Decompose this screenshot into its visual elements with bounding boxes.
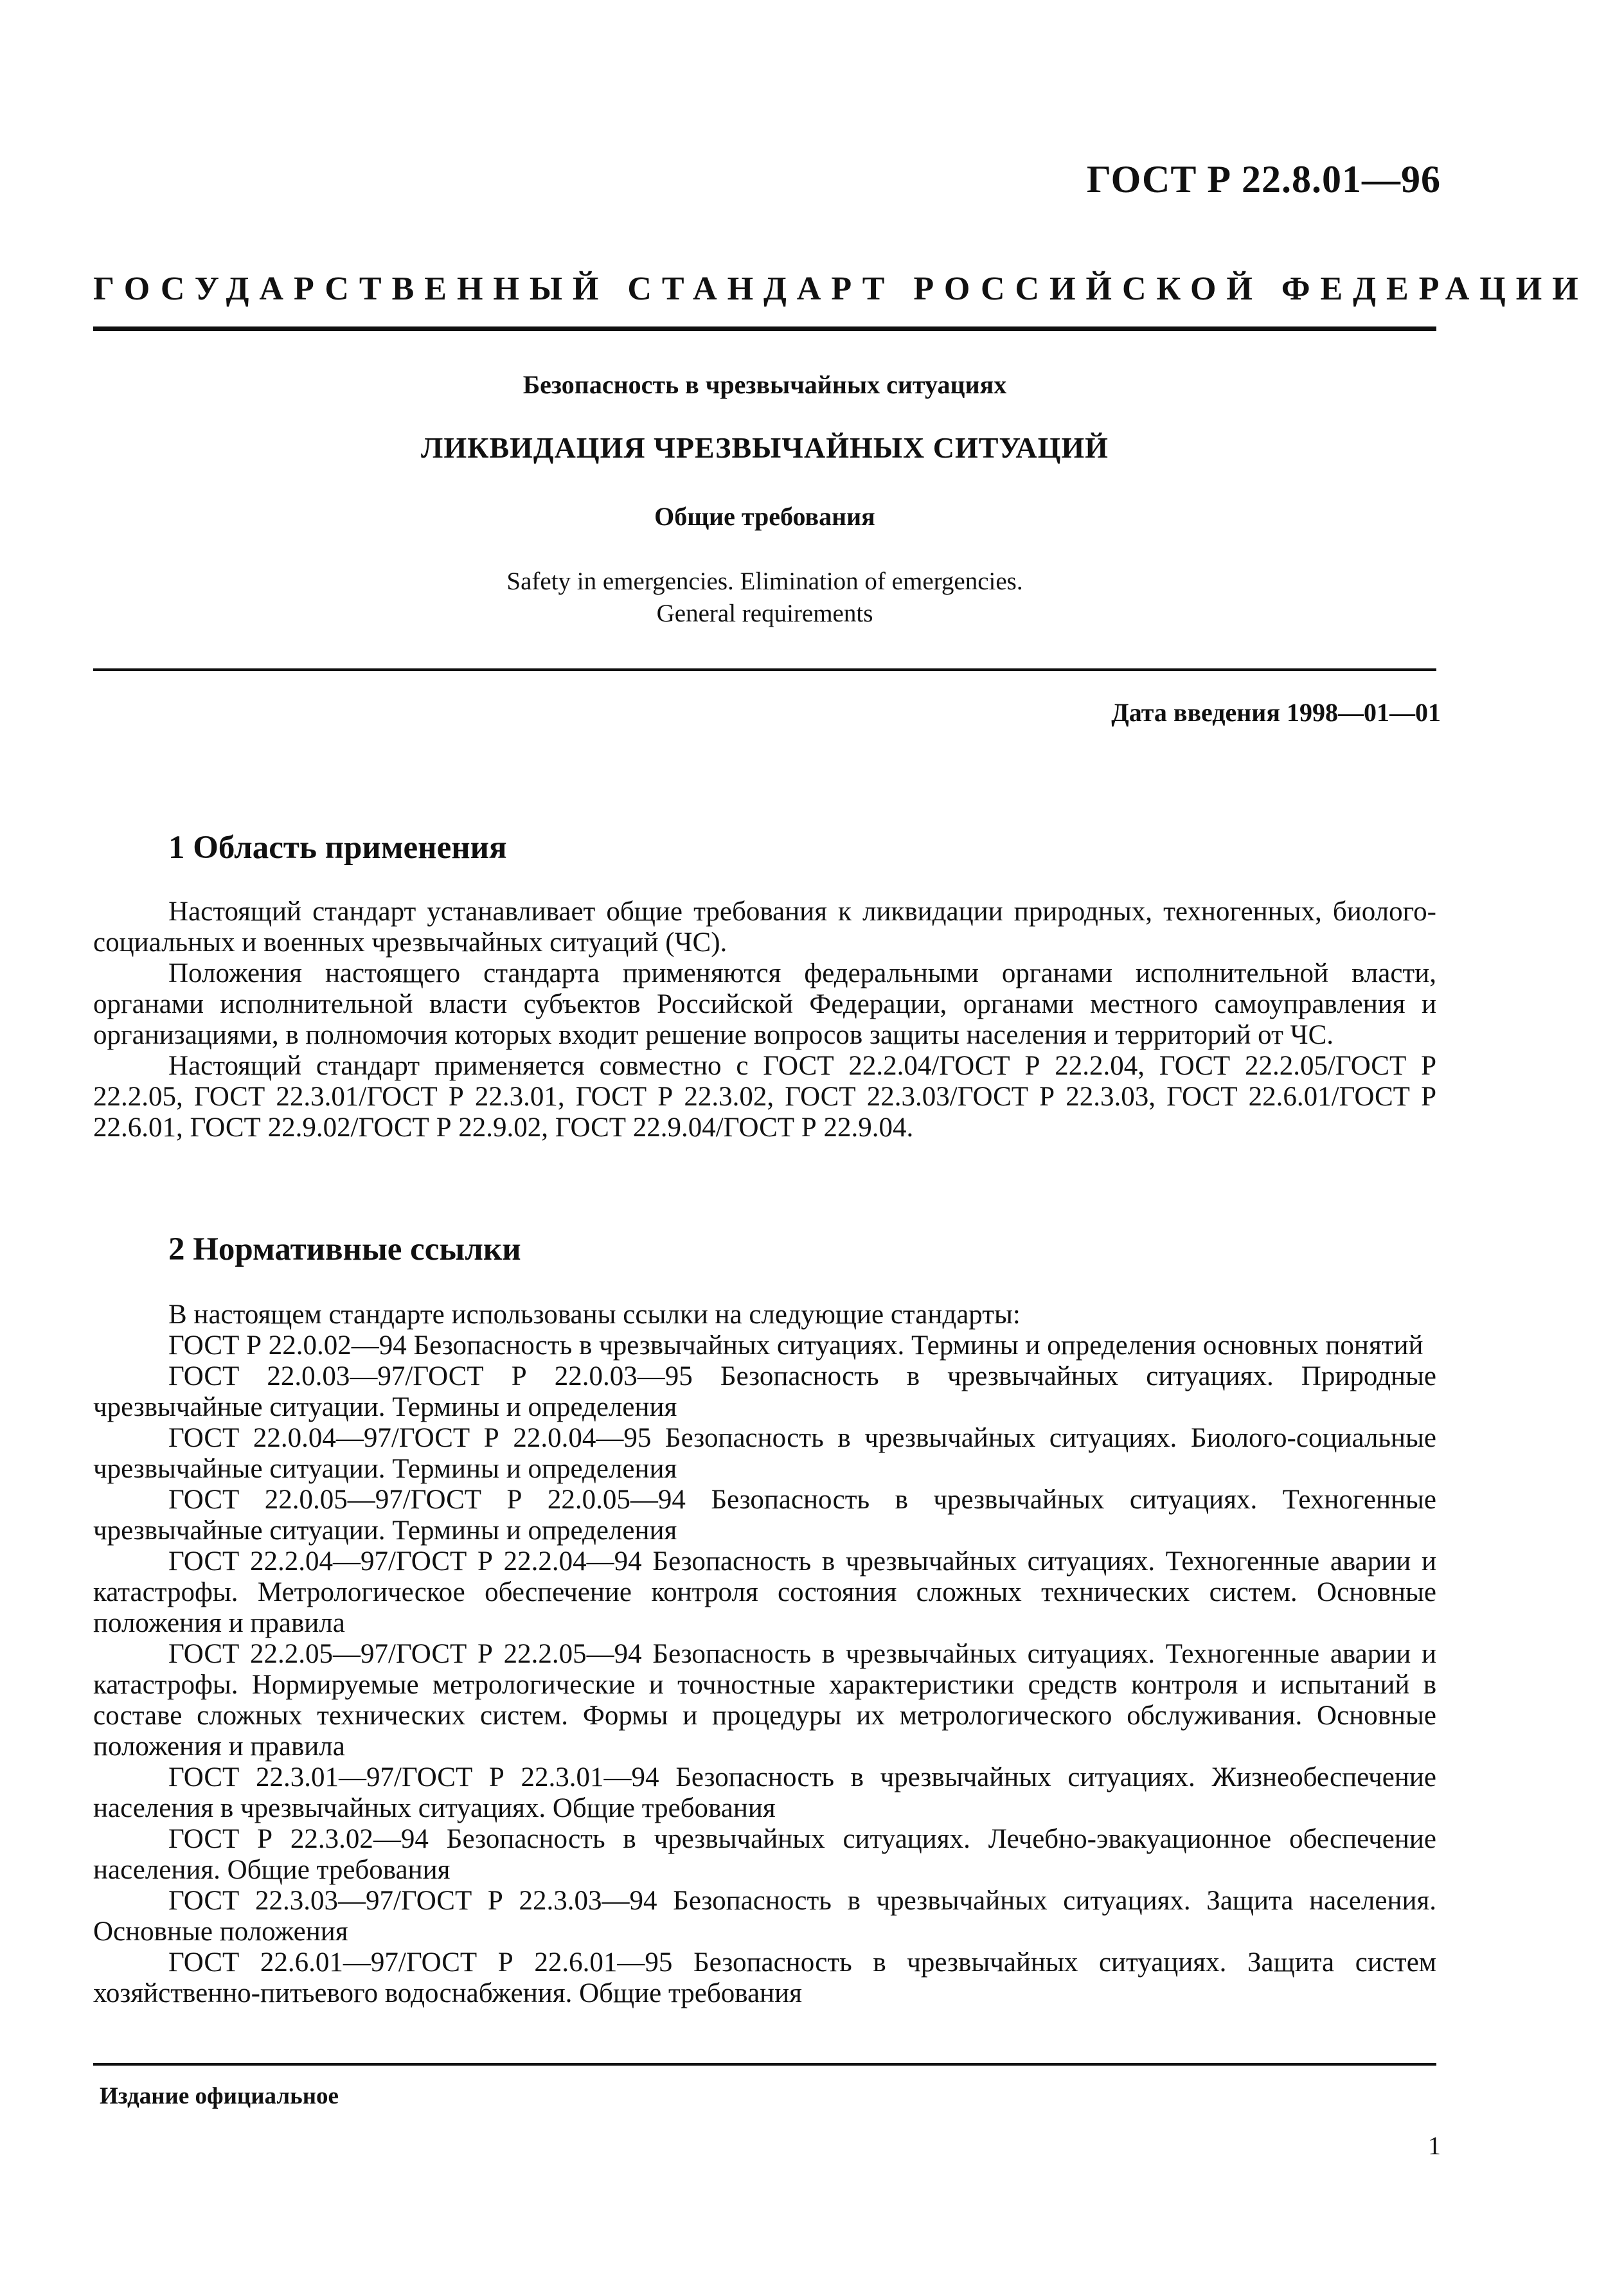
section-1-paragraph: Положения настоящего стандарта применяются федеральными органами исполнительной власти, органами исполнительной власти субъектов Российской Федерации, органами местного самоуправления и организациями, в полномочия которых входит решение вопросов защиты населения и территорий от ЧС. [93, 958, 1436, 1050]
document-subsubtitle: Общие требования [654, 502, 875, 531]
document-main-title: ЛИКВИДАЦИЯ ЧРЕЗВЫЧАЙНЫХ СИТУАЦИЙ [421, 431, 1109, 464]
reference-item: ГОСТ 22.2.05—97/ГОСТ Р 22.2.05—94 Безопасность в чрезвычайных ситуациях. Техногенные аварии и катастрофы. Нормируемые метрологические и точностные характеристики средств контроля и испытаний в составе сложных технических систем. Формы и процедуры их метрологического обслуживания. Основные положения и правила [93, 1639, 1436, 1762]
reference-item: ГОСТ 22.6.01—97/ГОСТ Р 22.6.01—95 Безопасность в чрезвычайных ситуациях. Защита систем хозяйственно-питьевого водоснабжения. Общие требования [93, 1947, 1436, 2008]
official-edition-label: Издание официальное [100, 2083, 339, 2109]
reference-item: ГОСТ 22.2.04—97/ГОСТ Р 22.2.04—94 Безопасность в чрезвычайных ситуациях. Техногенные аварии и катастрофы. Метрологическое обеспечение контроля состояния сложных технических систем. Основные положения и правила [93, 1546, 1436, 1638]
title-divider [93, 668, 1436, 671]
section-1-paragraph: Настоящий стандарт устанавливает общие требования к ликвидации природных, техногенных, биолого-социальных и военных чрезвычайных ситуаций (ЧС). [93, 897, 1436, 958]
section-2-body [93, 1300, 1436, 2009]
document-code: ГОСТ Р 22.8.01—96 [1086, 158, 1441, 201]
footer-divider [93, 2063, 1436, 2066]
reference-item: ГОСТ Р 22.3.02—94 Безопасность в чрезвычайных ситуациях. Лечебно-эвакуационное обеспечение населения. Общие требования [93, 1824, 1436, 1885]
english-title-line-1: Safety in emergencies. Elimination of emergencies. [506, 568, 1023, 595]
section-1-paragraph: Настоящий стандарт применяется совместно с ГОСТ 22.2.04/ГОСТ Р 22.2.04, ГОСТ 22.2.05/ГОСТ Р 22.2.05, ГОСТ 22.3.01/ГОСТ Р 22.3.01, ГОСТ Р 22.3.02, ГОСТ 22.3.03/ГОСТ Р 22.3.03, ГОСТ 22.6.01/ГОСТ Р 22.6.01, ГОСТ 22.9.02/ГОСТ Р 22.9.02, ГОСТ 22.9.04/ГОСТ Р 22.9.04. [93, 1051, 1436, 1143]
reference-item: ГОСТ 22.0.04—97/ГОСТ Р 22.0.04—95 Безопасность в чрезвычайных ситуациях. Биолого-социальные чрезвычайные ситуации. Термины и определения [93, 1423, 1436, 1484]
reference-item: ГОСТ 22.0.03—97/ГОСТ Р 22.0.03—95 Безопасность в чрезвычайных ситуациях. Природные чрезвычайные ситуации. Термины и определения [93, 1361, 1436, 1422]
document-subtitle: Безопасность в чрезвычайных ситуациях [522, 370, 1007, 399]
header-divider [93, 326, 1436, 331]
english-title-line-2: General requirements [656, 600, 873, 627]
section-2-paragraph: В настоящем стандарте использованы ссылки на следующие стандарты: [168, 1300, 1021, 1330]
section-2-heading: 2 Нормативные ссылки [168, 1231, 521, 1267]
reference-item: ГОСТ 22.3.01—97/ГОСТ Р 22.3.01—94 Безопасность в чрезвычайных ситуациях. Жизнеобеспечение населения в чрезвычайных ситуациях. Общие требования [93, 1762, 1436, 1823]
reference-item: ГОСТ 22.0.05—97/ГОСТ Р 22.0.05—94 Безопасность в чрезвычайных ситуациях. Техногенные чрезвычайные ситуации. Термины и определения [93, 1485, 1436, 1546]
page-number: 1 [1428, 2131, 1441, 2160]
section-1-heading: 1 Область применения [168, 830, 507, 866]
section-1-body [93, 897, 1436, 1143]
introduction-date: Дата введения 1998—01—01 [1111, 698, 1441, 727]
government-standard-title: ГОСУДАРСТВЕННЫЙ СТАНДАРТ РОССИЙСКОЙ ФЕДЕРАЦИИ [93, 271, 1589, 307]
reference-item: ГОСТ Р 22.0.02—94 Безопасность в чрезвычайных ситуациях. Термины и определения основных понятий [168, 1330, 1423, 1361]
reference-item: ГОСТ 22.3.03—97/ГОСТ Р 22.3.03—94 Безопасность в чрезвычайных ситуациях. Защита населения. Основные положения [93, 1886, 1436, 1947]
english-title [93, 566, 1436, 630]
